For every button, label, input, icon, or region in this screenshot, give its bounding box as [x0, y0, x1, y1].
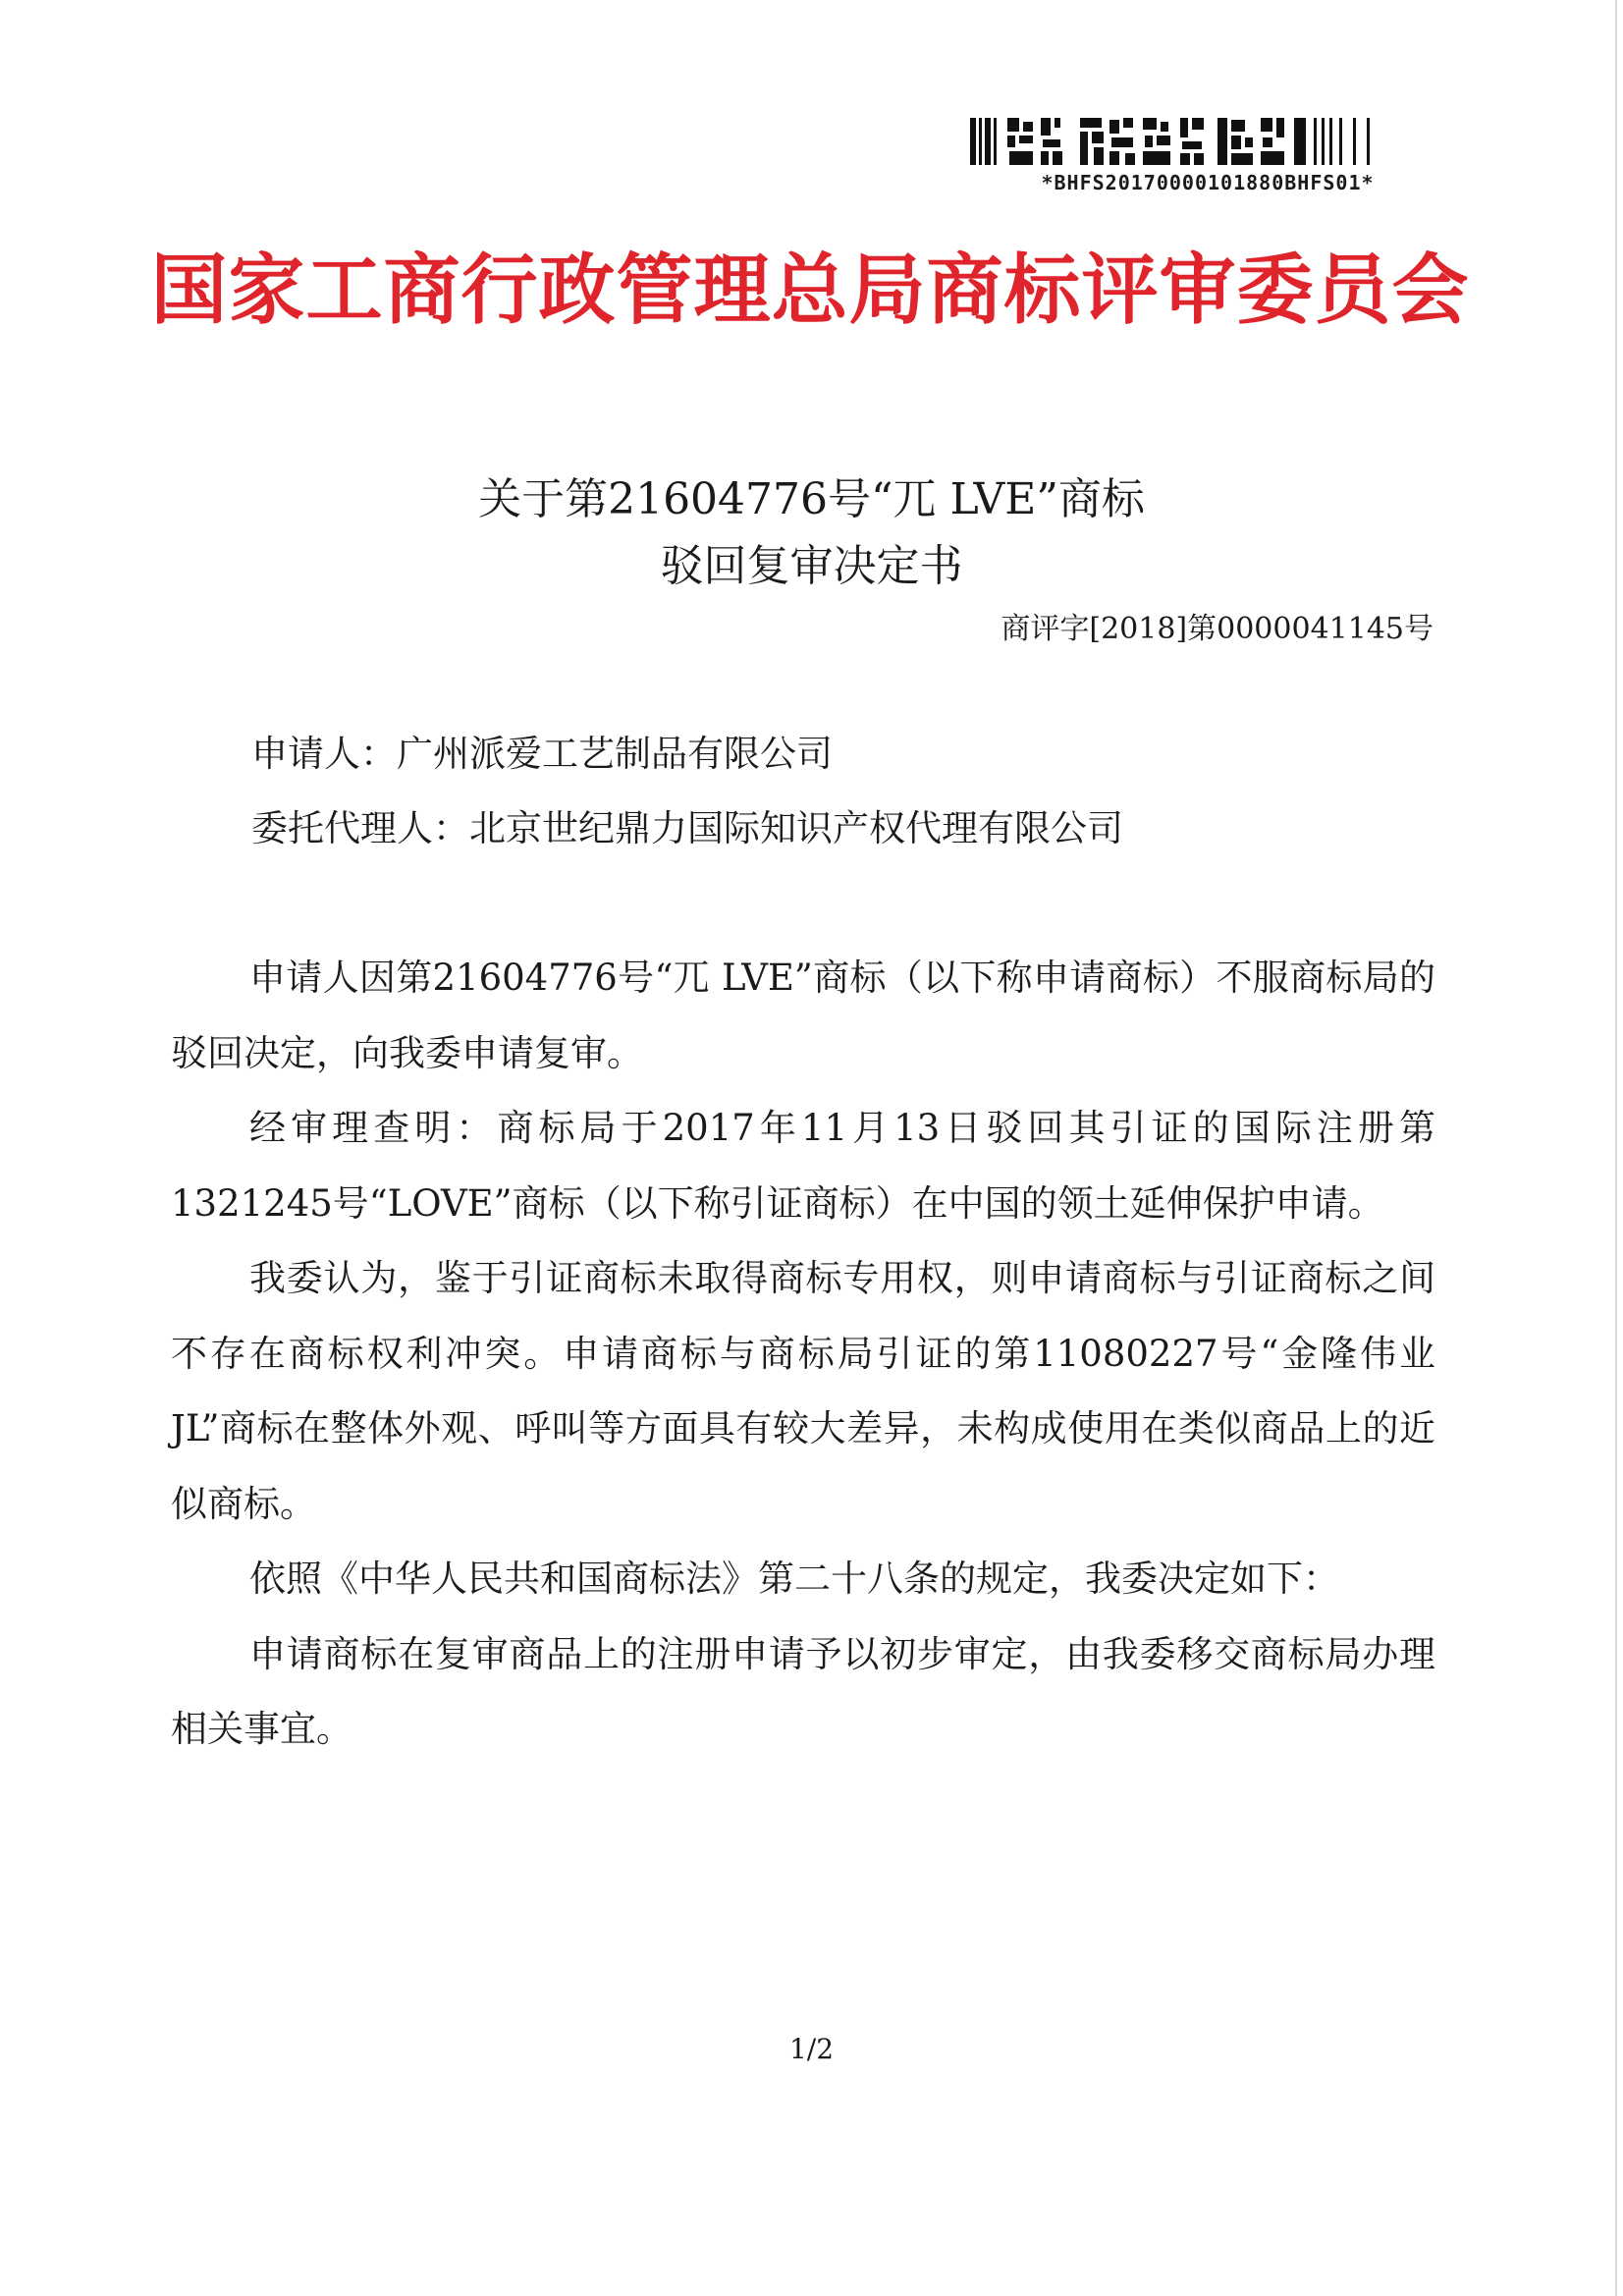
document-title-line-2: 驳回复审决定书 — [660, 541, 963, 591]
paragraph: 我委认为，鉴于引证商标未取得商标专用权，则申请商标与引证商标之间不存在商标权利冲突。申请商标与商标局引证的第11080227号“金隆伟业JL”商标在整体外观、呼叫等方面具有较大差异，未构成使用在类似商品上的近似商标。 — [171, 1257, 1435, 1525]
page-edge — [1615, 0, 1617, 2296]
paragraph: 申请商标在复审商品上的注册申请予以初步审定，由我委移交商标局办理相关事宜。 — [171, 1632, 1435, 1750]
barcode — [970, 116, 1378, 167]
decision-body — [171, 941, 1435, 1768]
paragraph: 经审理查明：商标局于2017年11月13日驳回其引证的国际注册第1321245号“LOVE”商标（以下称引证商标）在中国的领土延伸保护申请。 — [171, 1107, 1435, 1225]
barcode-number: *BHFS20170000101880BHFS01* — [1041, 171, 1375, 194]
reference-number: 商评字[2018]第0000041145号 — [1001, 612, 1434, 646]
applicant-line: 申请人：广州派爱工艺制品有限公司 — [251, 733, 833, 775]
page-number: 1/2 — [788, 2033, 835, 2065]
document-title-line-1: 关于第21604776号“兀 LVE”商标 — [478, 474, 1145, 524]
paragraph: 申请人因第21604776号“兀 LVE”商标（以下称申请商标）不服商标局的驳回决定，向我委申请复审。 — [171, 957, 1435, 1074]
issuing-authority-title: 国家工商行政管理总局商标评审委员会 — [150, 246, 1470, 335]
agent-line: 委托代理人：北京世纪鼎力国际知识产权代理有限公司 — [251, 807, 1123, 849]
paragraph: 依照《中华人民共和国商标法》第二十八条的规定，我委决定如下： — [249, 1558, 1339, 1600]
